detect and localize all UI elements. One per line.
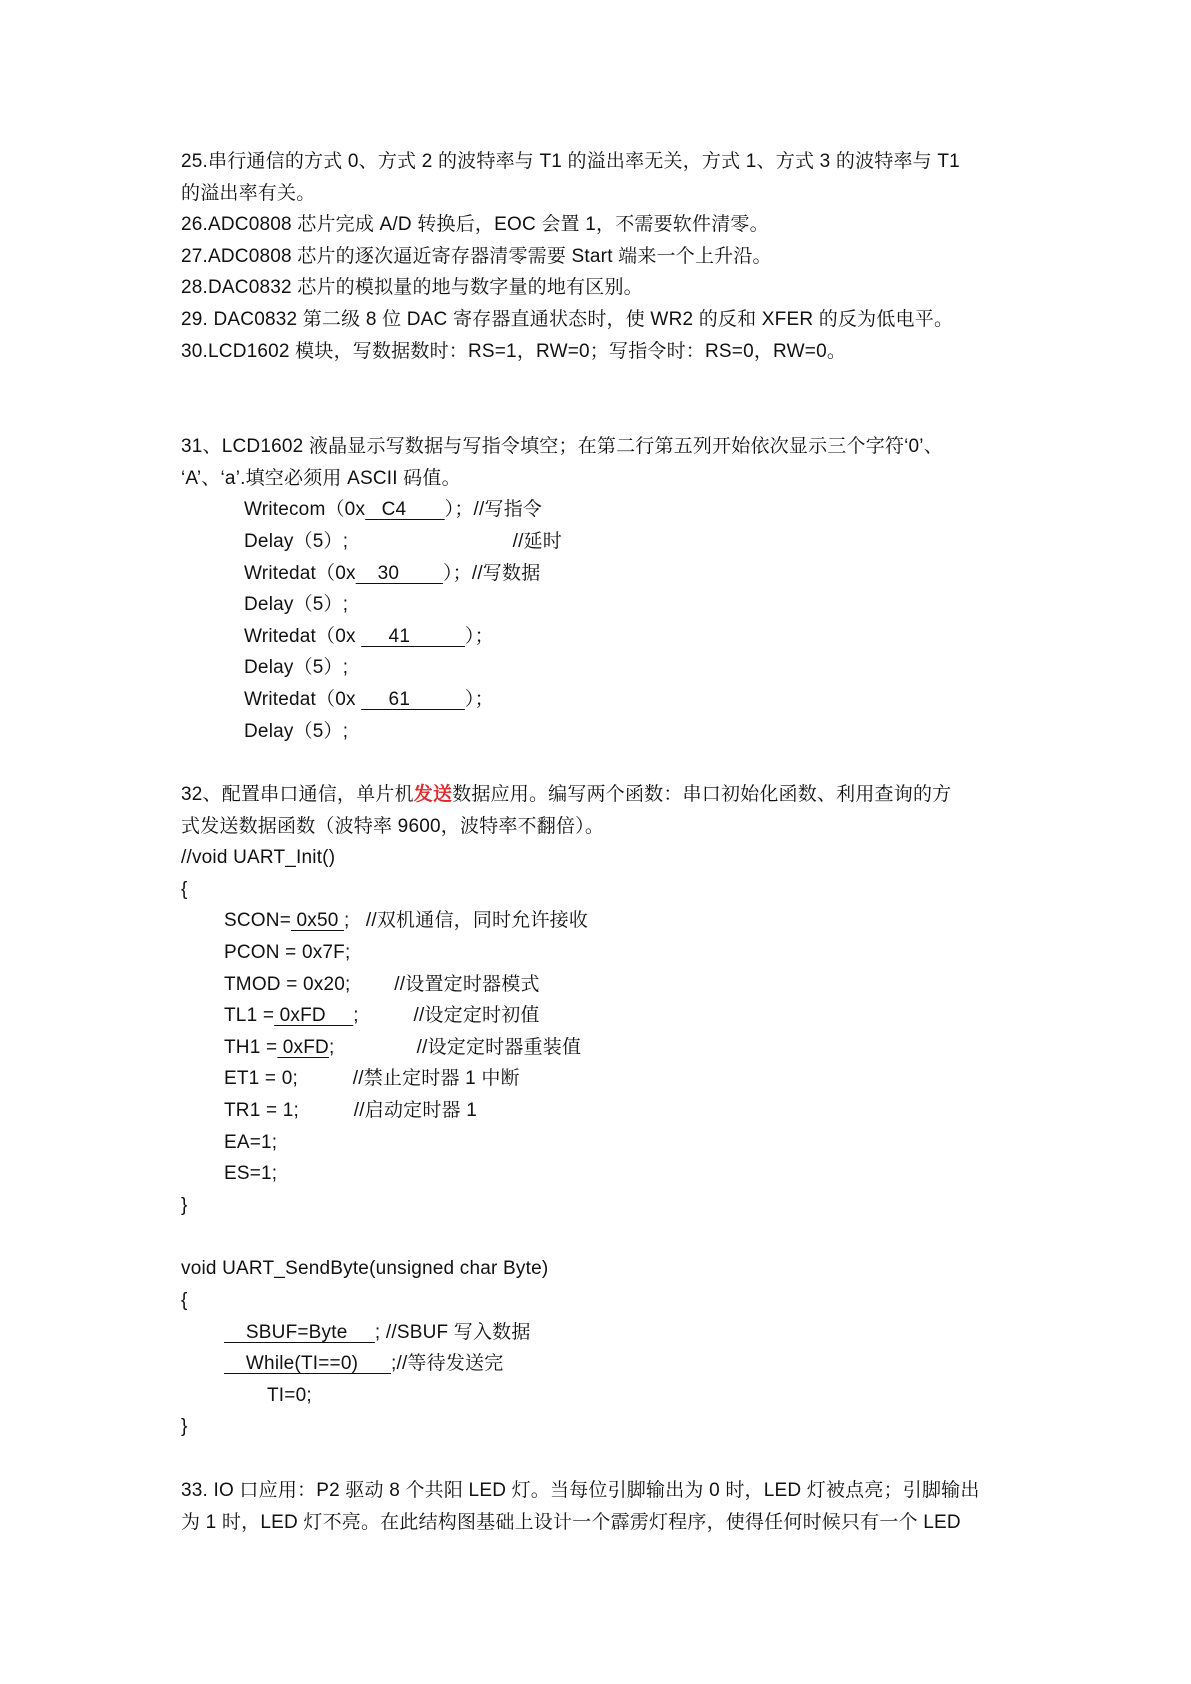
code-line — [181, 1317, 1021, 1349]
item-25-line2: 的溢出率有关。 — [181, 182, 316, 204]
fill-in-blank-answer: SBUF=Byte — [224, 1321, 375, 1343]
code-text: Delay（5）; — [244, 720, 349, 742]
close-brace: } — [181, 1194, 188, 1216]
fill-in-blank-answer: 0x50 — [291, 910, 344, 932]
fill-in-blank-answer: 61 — [361, 688, 465, 710]
code-comment: //延时 — [348, 530, 562, 552]
code-text: ET1 = 0; — [224, 1068, 298, 1090]
code-comment: ; //设定定时器重装值 — [328, 1036, 582, 1058]
question-33-line2: 为 1 时，LED 灯不亮。在此结构图基础上设计一个霹雳灯程序，使得任何时候只有一个 LED — [181, 1511, 961, 1533]
code-comment: ）；//写指令 — [444, 499, 543, 521]
uart-init-body — [181, 905, 1021, 1189]
code-comment: ）； — [464, 625, 494, 647]
code-text: Writecom（0x — [244, 499, 366, 521]
uart-sendbyte-signature: void UART_SendByte(unsigned char Byte) — [181, 1258, 549, 1280]
code-comment: //启动定时器 1 — [299, 1100, 477, 1122]
code-text: Delay（5）; — [244, 594, 349, 616]
fill-in-blank-answer: 41 — [361, 625, 465, 647]
fill-in-blank-answer: While(TI==0) — [224, 1353, 391, 1375]
code-text: SCON= — [224, 910, 291, 932]
close-brace: } — [181, 1416, 188, 1438]
code-line — [181, 1348, 1021, 1380]
code-text: ES=1; — [224, 1163, 278, 1185]
code-line — [181, 937, 1021, 969]
code-text: TMOD = 0x20; — [224, 973, 351, 995]
code-line — [181, 558, 1021, 590]
uart-sendbyte-body — [181, 1317, 1021, 1380]
item-25-line1: 25.串行通信的方式 0、方式 2 的波特率与 T1 的溢出率无关，方式 1、方式 3 的波特率与 T1 — [181, 151, 960, 172]
code-comment: ; //SBUF 写入数据 — [374, 1321, 531, 1343]
code-line — [181, 589, 1021, 621]
code-comment: ; //双机通信，同时允许接收 — [343, 910, 589, 932]
code-line — [181, 684, 1021, 716]
code-line — [181, 526, 1021, 558]
code-line: TI=0; — [267, 1384, 312, 1406]
section-spacer — [181, 1443, 1021, 1475]
section-spacer — [181, 747, 1021, 779]
code-comment: ;//等待发送完 — [391, 1353, 504, 1375]
code-line — [181, 1000, 1021, 1032]
document-page — [181, 146, 1021, 1538]
code-comment: ）； — [464, 688, 494, 710]
code-text: Writedat（0x — [244, 625, 362, 647]
item-30: 30.LCD1602 模块，写数据数时：RS=1，RW=0；写指令时：RS=0，RW=0。 — [181, 340, 847, 362]
section-spacer — [181, 1221, 1021, 1253]
question-32-intro-line2: 式发送数据函数（波特率 9600，波特率不翻倍）。 — [181, 815, 605, 837]
code-line — [181, 494, 1021, 526]
code-text: Writedat（0x — [244, 562, 356, 584]
fill-in-blank-answer: 0xFD — [277, 1036, 329, 1058]
question-31-code-block — [181, 494, 1021, 747]
uart-init-signature: //void UART_Init() — [181, 847, 336, 869]
code-comment: ）；//写数据 — [442, 562, 541, 584]
question-32-intro-text: 32、配置串口通信，单片机 — [181, 784, 414, 806]
code-line — [181, 969, 1021, 1001]
code-line — [181, 1095, 1021, 1127]
code-text: Delay（5）; — [244, 657, 349, 679]
code-line — [181, 1158, 1021, 1190]
code-text: Writedat（0x — [244, 688, 362, 710]
fill-in-blank-answer: C4 — [365, 499, 445, 521]
item-28: 28.DAC0832 芯片的模拟量的地与数字量的地有区别。 — [181, 277, 643, 299]
code-comment: //禁止定时器 1 中断 — [297, 1068, 520, 1090]
code-line — [181, 716, 1021, 748]
code-line — [181, 1063, 1021, 1095]
item-29: 29. DAC0832 第二级 8 位 DAC 寄存器直通状态时，使 WR2 的反和 XFER 的反为低电平。 — [181, 308, 954, 330]
item-27: 27.ADC0808 芯片的逐次逼近寄存器清零需要 Start 端来一个上升沿。 — [181, 245, 772, 267]
open-brace: { — [181, 1290, 188, 1311]
highlighted-keyword: 发送 — [413, 784, 453, 806]
question-32-intro-line1 — [181, 779, 1021, 811]
open-brace: { — [181, 878, 188, 900]
code-line — [181, 1127, 1021, 1159]
code-comment: ; //设定定时初值 — [353, 1005, 540, 1027]
code-text: Delay（5）; — [244, 530, 349, 552]
section-spacer — [181, 367, 1021, 431]
fill-in-blank-answer: 30 — [355, 562, 443, 584]
question-31-intro-line2: ‘A’、‘a’.填空必须用 ASCII 码值。 — [181, 467, 461, 489]
fill-in-blank-answer: 0xFD — [274, 1005, 354, 1027]
question-32-intro-text: 数据应用。编写两个函数：串口初始化函数、利用查询的方 — [452, 784, 952, 806]
code-text: TH1 = — [224, 1036, 278, 1058]
item-26: 26.ADC0808 芯片完成 A/D 转换后，EOC 会置 1，不需要软件清零。 — [181, 214, 769, 236]
question-31-intro-line1: 31、LCD1602 液晶显示写数据与写指令填空；在第二行第五列开始依次显示三个字符‘0’、 — [181, 436, 943, 458]
code-line — [181, 652, 1021, 684]
code-text: TR1 = 1; — [224, 1100, 299, 1122]
code-text: PCON = 0x7F; — [224, 942, 351, 964]
code-line — [181, 1032, 1021, 1064]
code-text: TL1 = — [224, 1005, 275, 1027]
code-line — [181, 621, 1021, 653]
code-line — [181, 905, 1021, 937]
question-33-line1: 33. IO 口应用：P2 驱动 8 个共阳 LED 灯。当每位引脚输出为 0 时，LED 灯被点亮；引脚输出 — [181, 1479, 980, 1501]
code-text: EA=1; — [224, 1131, 278, 1153]
code-comment: //设置定时器模式 — [350, 973, 540, 995]
